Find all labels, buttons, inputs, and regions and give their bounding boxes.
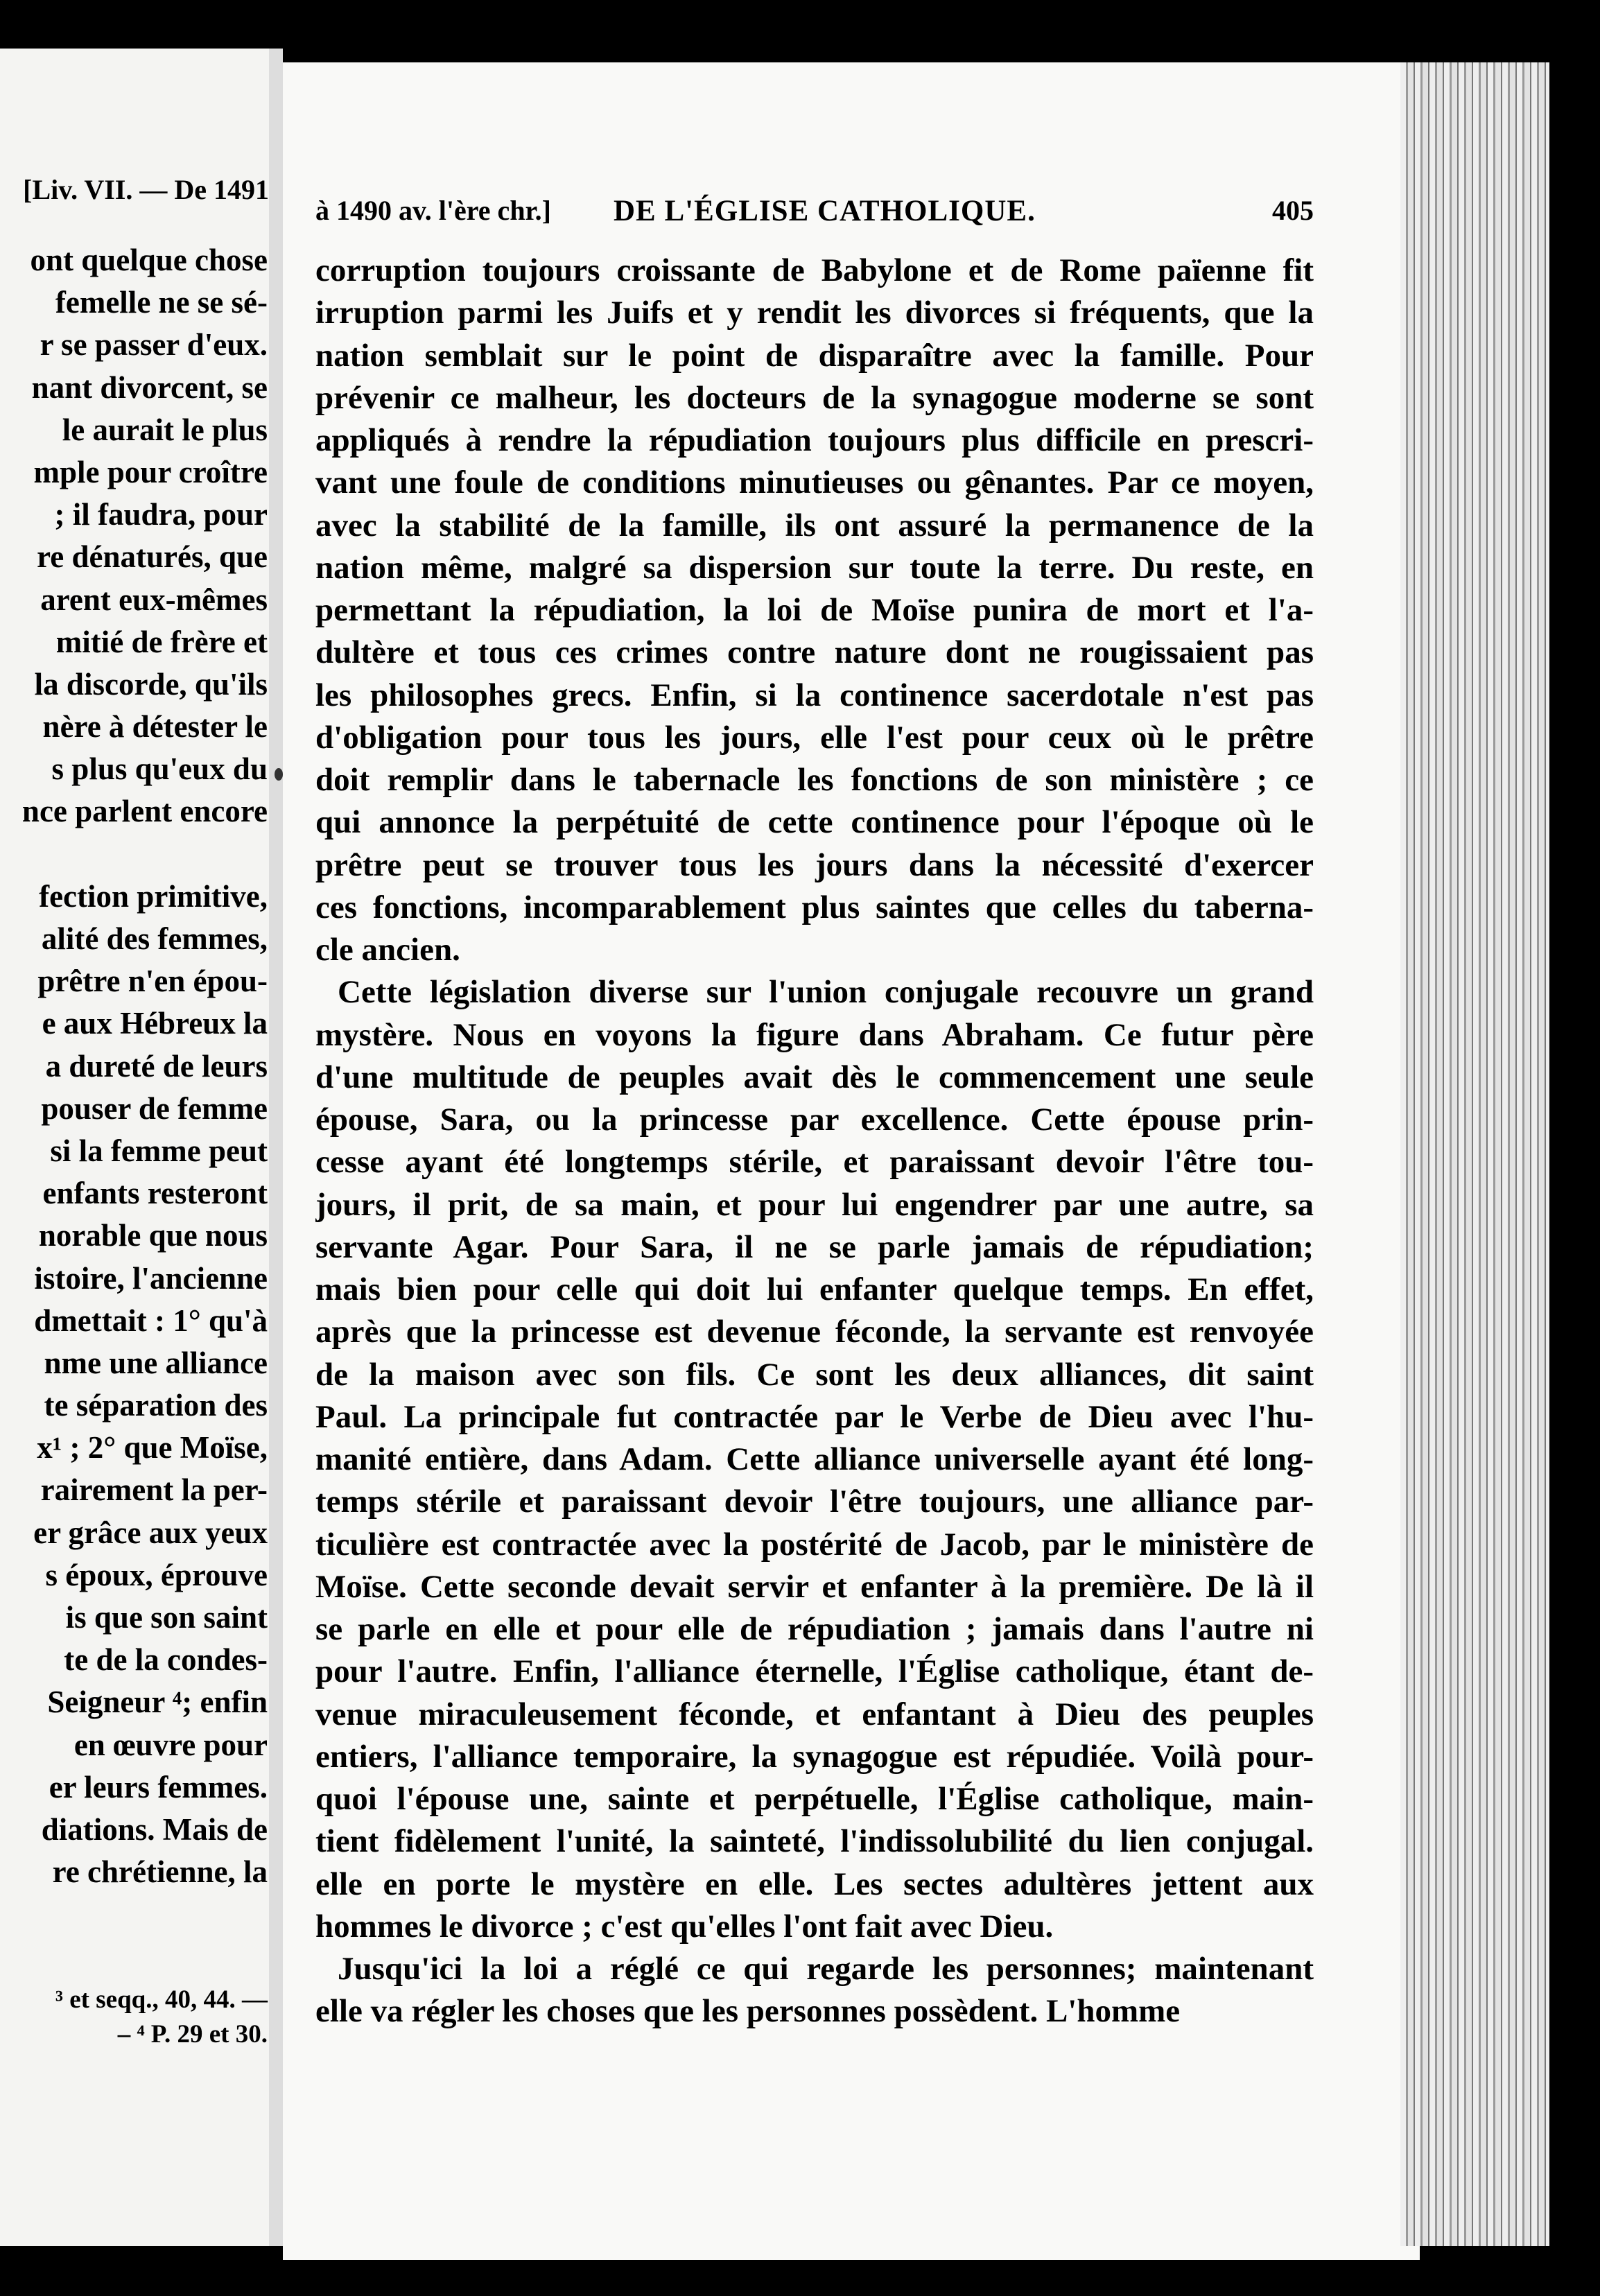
left-text-line: re dénaturés, que — [37, 539, 268, 575]
book-gutter — [269, 49, 283, 2246]
page-edges — [1400, 62, 1549, 2246]
left-text-line: enfants resteront — [42, 1176, 268, 1211]
header-title: DE L'ÉGLISE CATHOLIQUE. — [614, 195, 1036, 227]
text-line: permettant la répudiation, la loi de Moïse punira de mort et l'a- — [315, 592, 1314, 628]
text-line: mais bien pour celle qui doit lui enfanter quelque temps. En effet, — [315, 1271, 1314, 1307]
left-text-line: is que son saint — [65, 1600, 268, 1635]
text-line: nation même, malgré sa dispersion sur toute la terre. Du reste, en — [315, 549, 1314, 586]
text-line: prêtre peut se trouver tous les jours dans la nécessité d'exercer — [315, 846, 1314, 883]
left-text-line: pouser de femme — [41, 1090, 268, 1126]
text-line: prévenir ce malheur, les docteurs de la synagogue moderne se sont — [315, 379, 1314, 416]
text-line: qui annonce la perpétuité de cette continence pour l'époque où le — [315, 804, 1314, 841]
text-line: après que la princesse est devenue féconde, la servante est renvoyée — [315, 1314, 1314, 1350]
text-line: épouse, Sara, ou la princesse par excellence. Cette épouse prin- — [315, 1102, 1314, 1138]
left-text-line: arent eux-mêmes — [40, 582, 268, 617]
left-text-line: x¹ ; 2° que Moïse, — [37, 1430, 268, 1466]
left-footnote-line: ³ et seqq., 40, 44. — — [55, 1985, 268, 2014]
left-text-line: istoire, l'ancienne — [34, 1260, 268, 1296]
text-line: se parle en elle et pour elle de répudiation ; jamais dans l'autre ni — [315, 1611, 1314, 1647]
left-text-line: mple pour croître — [33, 454, 268, 489]
left-text-line: nère à détester le — [42, 709, 268, 745]
left-text-line: norable que nous — [38, 1218, 268, 1253]
text-line: ces fonctions, incomparablement plus saintes que celles du taberna- — [315, 889, 1314, 925]
text-line: les philosophes grecs. Enfin, si la continence sacerdotale n'est pas — [315, 677, 1314, 713]
text-line: elle en porte le mystère en elle. Les sectes adultères jettent aux — [315, 1866, 1314, 1902]
body-text — [315, 250, 1314, 2033]
left-text-line: prêtre n'en épou- — [37, 964, 268, 999]
text-line: Jusqu'ici la loi a réglé ce qui regarde les personnes; maintenant — [338, 1951, 1314, 1987]
text-line: cle ancien. — [315, 932, 460, 968]
left-text-line: te de la condes- — [64, 1642, 268, 1678]
text-line: pour l'autre. Enfin, l'alliance éternelle, l'Église catholique, étant de- — [315, 1653, 1314, 1690]
text-line: de la maison avec son fils. Ce sont les deux alliances, dit saint — [315, 1356, 1314, 1393]
text-line: irruption parmi les Juifs et y rendit les divorces si fréquents, que la — [315, 295, 1314, 331]
left-text-line: ont quelque chose — [30, 243, 268, 277]
page-number: 405 — [1272, 195, 1314, 226]
left-text-line: er leurs femmes. — [49, 1769, 268, 1804]
left-text-line: fection primitive, — [39, 878, 268, 914]
left-footnote-line: – ⁴ P. 29 et 30. — [117, 2020, 268, 2049]
left-text-line: s plus qu'eux du — [51, 751, 268, 787]
left-text-line: si la femme peut — [50, 1133, 268, 1168]
text-line: doit remplir dans le tabernacle les fonctions de son ministère ; ce — [315, 762, 1314, 798]
text-line: appliqués à rendre la répudiation toujours plus difficile en prescri- — [315, 422, 1314, 458]
text-line: servante Agar. Pour Sara, il ne se parle jamais de répudiation; — [315, 1228, 1314, 1265]
left-text-line: alité des femmes, — [41, 921, 268, 956]
left-text-line: femelle ne se sé- — [55, 285, 268, 320]
left-text-line: nce parlent encore — [21, 794, 268, 829]
text-line: manité entière, dans Adam. Cette alliance universelle ayant été long- — [315, 1441, 1314, 1477]
text-line: Cette législation diverse sur l'union conjugale recouvre un grand — [338, 974, 1314, 1011]
left-text-line: mitié de frère et — [55, 624, 268, 659]
text-line: jours, il prit, de sa main, et pour lui engendrer par une autre, sa — [315, 1186, 1314, 1223]
text-line: tient fidèlement l'unité, la sainteté, l'indissolubilité du lien conjugal. — [315, 1823, 1314, 1860]
left-text-line: s époux, éprouve — [45, 1557, 268, 1592]
text-line: ticulière est contractée avec la postérité de Jacob, par le ministère de — [315, 1526, 1314, 1563]
left-text-line: la discorde, qu'ils — [34, 666, 268, 702]
text-line: d'une multitude de peuples avait dès le commencement une seule — [315, 1059, 1314, 1095]
left-text-line: en œuvre pour — [73, 1727, 268, 1762]
running-header — [315, 194, 1314, 233]
left-text-line: nant divorcent, se — [31, 369, 268, 405]
margin-mark — [275, 768, 283, 781]
text-line: vant une foule de conditions minutieuses ou gênantes. Par ce moyen, — [315, 464, 1314, 501]
left-text-line: rairement la per- — [40, 1472, 268, 1508]
header-date-range: à 1490 av. l'ère chr.] — [315, 195, 551, 226]
left-text-line: r se passer d'eux. — [40, 327, 268, 363]
text-line: entiers, l'alliance temporaire, la synagogue est répudiée. Voilà pour- — [315, 1738, 1314, 1775]
text-line: Moïse. Cette seconde devait servir et enfanter à la première. De là il — [315, 1568, 1314, 1605]
left-text-line — [0, 833, 268, 876]
left-text-line: re chrétienne, la — [52, 1854, 268, 1890]
text-line: hommes le divorce ; c'est qu'elles l'ont fait avec Dieu. — [315, 1908, 1054, 1945]
text-line: avec la stabilité de la famille, ils ont assuré la permanence de la — [315, 507, 1314, 543]
text-line: d'obligation pour tous les jours, elle l'est pour ceux où le prêtre — [315, 719, 1314, 756]
left-text-line: dmettait : 1° qu'à — [34, 1303, 268, 1338]
text-line: corruption toujours croissante de Babylone et de Rome païenne fit — [315, 252, 1314, 288]
text-line: temps stérile et paraissant devoir l'être toujours, une alliance par- — [315, 1484, 1314, 1520]
left-text-line: e aux Hébreux la — [42, 1006, 268, 1041]
left-page-header: [Liv. VII. — De 1491 — [23, 174, 269, 205]
left-page-text — [0, 239, 268, 1893]
left-text-line: diations. Mais de — [41, 1811, 268, 1847]
left-text-line: a dureté de leurs — [45, 1048, 268, 1084]
left-text-line: te séparation des — [44, 1388, 268, 1423]
left-text-line: Seigneur ⁴; enfin — [47, 1685, 268, 1720]
text-line: nation semblait sur le point de disparaître avec la famille. Pour — [315, 337, 1314, 374]
text-line: quoi l'épouse une, sainte et perpétuelle, l'Église catholique, main- — [315, 1781, 1314, 1817]
left-text-line: nme une alliance — [44, 1345, 268, 1380]
text-line: elle va régler les choses que les personnes possèdent. L'homme — [315, 1993, 1181, 2030]
text-line: cesse ayant été longtemps stérile, et paraissant devoir l'être tou- — [315, 1144, 1314, 1181]
text-line: venue miraculeusement féconde, et enfantant à Dieu des peuples — [315, 1696, 1314, 1732]
previous-page — [0, 49, 269, 2246]
left-text-line: ; il faudra, pour — [54, 497, 268, 532]
left-text-line: er grâce aux yeux — [33, 1515, 268, 1550]
left-text-line: le aurait le plus — [62, 412, 268, 447]
left-page-footnotes — [0, 1983, 268, 2052]
text-line: mystère. Nous en voyons la figure dans Abraham. Ce futur père — [315, 1016, 1314, 1053]
text-line: Paul. La principale fut contractée par le Verbe de Dieu avec l'hu- — [315, 1398, 1314, 1435]
text-line: dultère et tous ces crimes contre nature dont ne rougissaient pas — [315, 634, 1314, 671]
